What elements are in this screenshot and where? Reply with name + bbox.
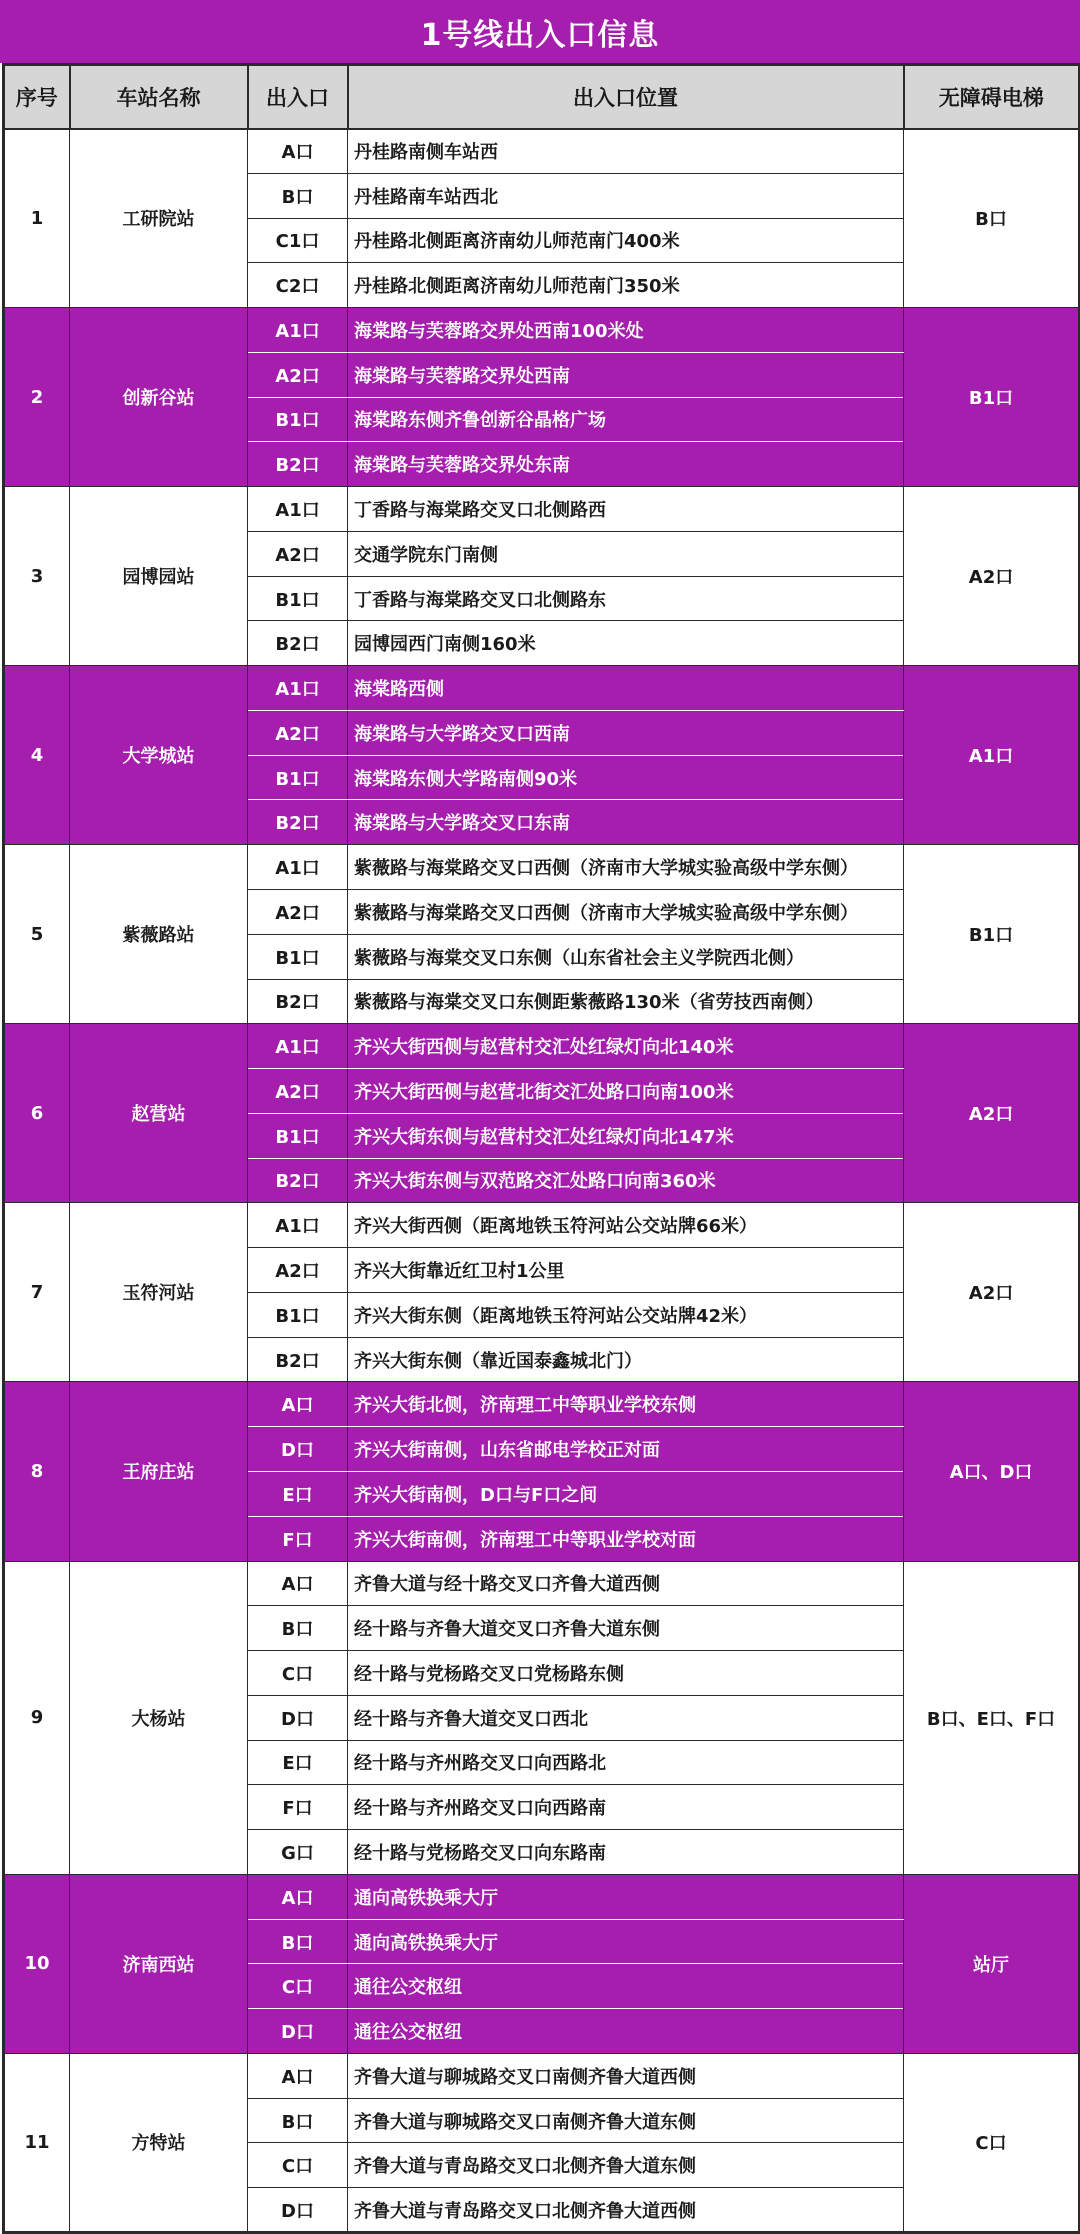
exit-location: 齐兴大街北侧，济南理工中等职业学校东侧 — [348, 1382, 904, 1427]
station-number: 1 — [4, 129, 70, 308]
station-name: 创新谷站 — [70, 308, 248, 487]
exit-id: C口 — [248, 2143, 348, 2188]
exit-id: B口 — [248, 2098, 348, 2143]
exit-id: C口 — [248, 1651, 348, 1696]
exit-location: 经十路与齐鲁大道交叉口齐鲁大道东侧 — [348, 1606, 904, 1651]
exit-id: E口 — [248, 1740, 348, 1785]
header-exit: 出入口 — [248, 65, 348, 129]
exit-id: D口 — [248, 1427, 348, 1472]
exit-location: 丹桂路南侧车站西 — [348, 129, 904, 174]
exit-id: B2口 — [248, 1158, 348, 1203]
exit-location: 齐兴大街东侧（距离地铁玉符河站公交站牌42米） — [348, 1292, 904, 1337]
table-row — [4, 845, 1080, 890]
exit-id: B1口 — [248, 576, 348, 621]
station-number: 6 — [4, 1024, 70, 1203]
exit-id: B1口 — [248, 755, 348, 800]
table-row — [4, 487, 1080, 532]
exit-location: 齐兴大街东侧（靠近国泰鑫城北门） — [348, 1337, 904, 1382]
exit-location: 齐兴大街西侧（距离地铁玉符河站公交站牌66米） — [348, 1203, 904, 1248]
exit-info-table — [2, 63, 1080, 2234]
station-name: 工研院站 — [70, 129, 248, 308]
exit-id: A口 — [248, 129, 348, 174]
table-header — [4, 65, 1080, 129]
page-title-text: 1号线出入口信息 — [420, 17, 660, 53]
exit-id: B1口 — [248, 934, 348, 979]
header-no: 序号 — [4, 65, 70, 129]
exit-location: 海棠路与芙蓉路交界处东南 — [348, 442, 904, 487]
exit-id: A口 — [248, 2053, 348, 2098]
exit-location: 海棠路与大学路交叉口东南 — [348, 800, 904, 845]
exit-location: 海棠路与芙蓉路交界处西南 — [348, 352, 904, 397]
exit-location: 海棠路东侧齐鲁创新谷晶格广场 — [348, 397, 904, 442]
accessible-lift: A2口 — [904, 1203, 1080, 1382]
exit-location: 丁香路与海棠路交叉口北侧路西 — [348, 487, 904, 532]
exit-location: 园博园西门南侧160米 — [348, 621, 904, 666]
accessible-lift: C口 — [904, 2053, 1080, 2232]
exit-location: 丹桂路北侧距离济南幼儿师范南门350米 — [348, 263, 904, 308]
table-row — [4, 1024, 1080, 1069]
exit-location: 通往公交枢纽 — [348, 2009, 904, 2054]
exit-location: 齐兴大街南侧，济南理工中等职业学校对面 — [348, 1516, 904, 1561]
exit-location: 经十路与齐州路交叉口向西路北 — [348, 1740, 904, 1785]
table-row — [4, 666, 1080, 711]
exit-location: 经十路与齐州路交叉口向西路南 — [348, 1785, 904, 1830]
exit-id: C口 — [248, 1964, 348, 2009]
exit-location: 齐兴大街东侧与赵营村交汇处红绿灯向北147米 — [348, 1113, 904, 1158]
exit-id: A2口 — [248, 352, 348, 397]
exit-id: B2口 — [248, 979, 348, 1024]
exit-id: B口 — [248, 173, 348, 218]
accessible-lift: B口 — [904, 129, 1080, 308]
table-row — [4, 1382, 1080, 1427]
exit-id: G口 — [248, 1830, 348, 1875]
accessible-lift: B1口 — [904, 845, 1080, 1024]
exit-id: A口 — [248, 1561, 348, 1606]
exit-id: C1口 — [248, 218, 348, 263]
exit-location: 通向高铁换乘大厅 — [348, 1874, 904, 1919]
table-row — [4, 1561, 1080, 1606]
header-lift: 无障碍电梯 — [904, 65, 1080, 129]
exit-id: A1口 — [248, 487, 348, 532]
exit-location: 紫薇路与海棠交叉口东侧距紫薇路130米（省劳技西南侧） — [348, 979, 904, 1024]
accessible-lift: B口、E口、F口 — [904, 1561, 1080, 1874]
table-row — [4, 308, 1080, 353]
exit-id: A1口 — [248, 308, 348, 353]
station-number: 10 — [4, 1874, 70, 2053]
exit-id: B2口 — [248, 800, 348, 845]
exit-location: 紫薇路与海棠路交叉口西侧（济南市大学城实验高级中学东侧） — [348, 845, 904, 890]
exit-location: 通向高铁换乘大厅 — [348, 1919, 904, 1964]
table-row — [4, 129, 1080, 174]
exit-location: 交通学院东门南侧 — [348, 531, 904, 576]
exit-location: 海棠路西侧 — [348, 666, 904, 711]
exit-location: 丹桂路南车站西北 — [348, 173, 904, 218]
exit-location: 齐兴大街西侧与赵营村交汇处红绿灯向北140米 — [348, 1024, 904, 1069]
exit-location: 齐鲁大道与聊城路交叉口南侧齐鲁大道东侧 — [348, 2098, 904, 2143]
exit-id: A2口 — [248, 890, 348, 935]
exit-location: 丹桂路北侧距离济南幼儿师范南门400米 — [348, 218, 904, 263]
exit-id: D口 — [248, 2188, 348, 2233]
station-number: 9 — [4, 1561, 70, 1874]
exit-location: 海棠路与芙蓉路交界处西南100米处 — [348, 308, 904, 353]
exit-location: 齐兴大街东侧与双范路交汇处路口向南360米 — [348, 1158, 904, 1203]
exit-id: B口 — [248, 1606, 348, 1651]
exit-location: 通往公交枢纽 — [348, 1964, 904, 2009]
station-number: 7 — [4, 1203, 70, 1382]
exit-location: 齐鲁大道与青岛路交叉口北侧齐鲁大道西侧 — [348, 2188, 904, 2233]
exit-id: A2口 — [248, 1248, 348, 1293]
exit-id: A1口 — [248, 845, 348, 890]
table-row — [4, 1203, 1080, 1248]
exit-location: 齐兴大街南侧，D口与F口之间 — [348, 1471, 904, 1516]
exit-id: A1口 — [248, 1024, 348, 1069]
station-number: 4 — [4, 666, 70, 845]
station-name: 赵营站 — [70, 1024, 248, 1203]
exit-location: 海棠路东侧大学路南侧90米 — [348, 755, 904, 800]
exit-location: 齐鲁大道与青岛路交叉口北侧齐鲁大道东侧 — [348, 2143, 904, 2188]
exit-id: A1口 — [248, 666, 348, 711]
station-name: 大杨站 — [70, 1561, 248, 1874]
exit-id: C2口 — [248, 263, 348, 308]
accessible-lift: A2口 — [904, 487, 1080, 666]
header-location: 出入口位置 — [348, 65, 904, 129]
station-name: 玉符河站 — [70, 1203, 248, 1382]
exit-id: A口 — [248, 1382, 348, 1427]
exit-location: 齐兴大街西侧与赵营北街交汇处路口向南100米 — [348, 1069, 904, 1114]
exit-id: A口 — [248, 1874, 348, 1919]
exit-id: B1口 — [248, 397, 348, 442]
station-number: 3 — [4, 487, 70, 666]
exit-id: D口 — [248, 2009, 348, 2054]
header-station: 车站名称 — [70, 65, 248, 129]
station-name: 园博园站 — [70, 487, 248, 666]
header-row — [4, 65, 1080, 129]
exit-id: D口 — [248, 1695, 348, 1740]
station-name: 大学城站 — [70, 666, 248, 845]
exit-id: B1口 — [248, 1292, 348, 1337]
station-name: 方特站 — [70, 2053, 248, 2232]
exit-id: E口 — [248, 1471, 348, 1516]
station-number: 5 — [4, 845, 70, 1024]
accessible-lift: 站厅 — [904, 1874, 1080, 2053]
station-name: 紫薇路站 — [70, 845, 248, 1024]
exit-location: 紫薇路与海棠路交叉口西侧（济南市大学城实验高级中学东侧） — [348, 890, 904, 935]
accessible-lift: A口、D口 — [904, 1382, 1080, 1561]
exit-location: 紫薇路与海棠交叉口东侧（山东省社会主义学院西北侧） — [348, 934, 904, 979]
station-number: 11 — [4, 2053, 70, 2232]
accessible-lift: B1口 — [904, 308, 1080, 487]
exit-id: B2口 — [248, 621, 348, 666]
accessible-lift: A1口 — [904, 666, 1080, 845]
exit-id: B2口 — [248, 442, 348, 487]
exit-location: 齐兴大街靠近红卫村1公里 — [348, 1248, 904, 1293]
station-name: 济南西站 — [70, 1874, 248, 2053]
exit-id: B2口 — [248, 1337, 348, 1382]
exit-location: 齐兴大街南侧，山东省邮电学校正对面 — [348, 1427, 904, 1472]
table-row — [4, 1874, 1080, 1919]
table-row — [4, 2053, 1080, 2098]
exit-id: F口 — [248, 1785, 348, 1830]
exit-location: 齐鲁大道与聊城路交叉口南侧齐鲁大道西侧 — [348, 2053, 904, 2098]
exit-id: A2口 — [248, 710, 348, 755]
table-body — [4, 129, 1080, 2233]
accessible-lift: A2口 — [904, 1024, 1080, 1203]
exit-id: A2口 — [248, 1069, 348, 1114]
exit-id: F口 — [248, 1516, 348, 1561]
exit-location: 海棠路与大学路交叉口西南 — [348, 710, 904, 755]
exit-id: B口 — [248, 1919, 348, 1964]
exit-location: 齐鲁大道与经十路交叉口齐鲁大道西侧 — [348, 1561, 904, 1606]
station-number: 8 — [4, 1382, 70, 1561]
station-number: 2 — [4, 308, 70, 487]
page-title — [0, 0, 1080, 63]
exit-id: A2口 — [248, 531, 348, 576]
station-name: 王府庄站 — [70, 1382, 248, 1561]
exit-location: 丁香路与海棠路交叉口北侧路东 — [348, 576, 904, 621]
exit-id: B1口 — [248, 1113, 348, 1158]
exit-location: 经十路与齐鲁大道交叉口西北 — [348, 1695, 904, 1740]
exit-id: A1口 — [248, 1203, 348, 1248]
exit-location: 经十路与党杨路交叉口党杨路东侧 — [348, 1651, 904, 1696]
exit-location: 经十路与党杨路交叉口向东路南 — [348, 1830, 904, 1875]
